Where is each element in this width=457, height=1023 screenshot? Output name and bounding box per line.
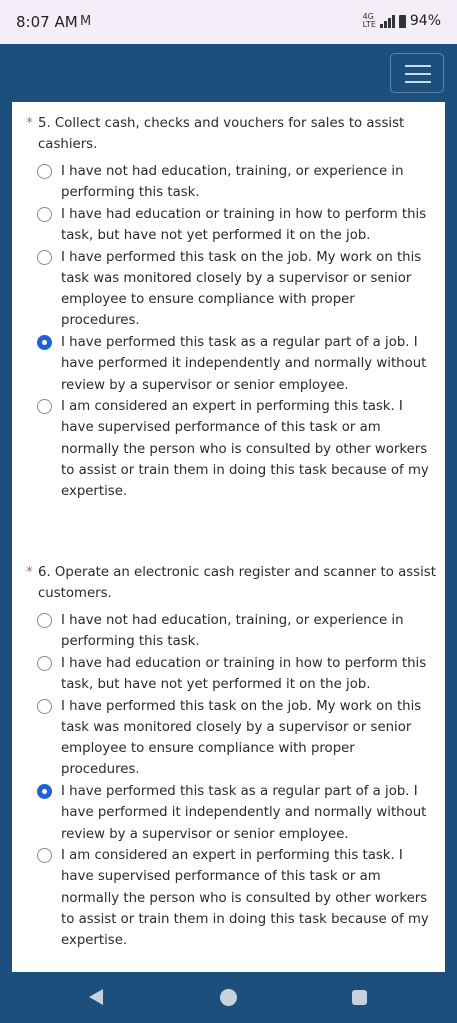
radio-button[interactable] (37, 699, 52, 714)
battery-icon (399, 15, 406, 28)
option-label: I have performed this task as a regular part of a job. I have performed it independently and normally without review by a supervisor or senior employee. (61, 335, 427, 393)
required-marker: * (26, 116, 33, 131)
recent-apps-icon[interactable] (352, 990, 367, 1005)
hamburger-menu-icon-bar (405, 73, 431, 75)
back-icon[interactable] (89, 989, 103, 1005)
radio-option[interactable] (26, 781, 436, 845)
question-6 (26, 563, 436, 952)
option-label: I have had education or training in how to perform this task, but have not yet performed it on the job. (61, 655, 427, 693)
hamburger-menu-button[interactable] (390, 53, 444, 93)
required-marker: * (26, 565, 33, 580)
option-label: I am considered an expert in performing this task. I have supervised performance of this task or am normally the person who is consulted by other workers to assist or train them in doing this task because of my expertise. (61, 848, 429, 949)
option-label: I have performed this task on the job. My work on this task was monitored closely by a supervisor or senior employee to ensure compliance with proper procedures. (61, 249, 422, 329)
radio-option[interactable] (26, 247, 436, 332)
radio-option[interactable] (26, 161, 436, 203)
option-label: I have had education or training in how to perform this task, but have not yet performed it on the job. (61, 206, 427, 244)
radio-option[interactable] (26, 204, 436, 246)
question-title-text: 6. Operate an electronic cash register and scanner to assist customers. (38, 565, 436, 601)
radio-button[interactable] (37, 656, 52, 671)
radio-option[interactable] (26, 396, 436, 502)
hamburger-menu-icon-bar (405, 81, 431, 83)
status-bar (0, 0, 457, 44)
radio-option[interactable] (26, 845, 436, 951)
question-title (26, 563, 436, 604)
gmail-icon: M (80, 14, 92, 29)
home-icon[interactable] (220, 989, 237, 1006)
option-label: I am considered an expert in performing this task. I have supervised performance of this task or am normally the person who is consulted by other workers to assist or train them in doing this task because of my expertise. (61, 399, 429, 500)
radio-button[interactable] (37, 164, 52, 179)
app-header (0, 44, 457, 102)
radio-option[interactable] (26, 332, 436, 396)
system-nav-bar (0, 972, 457, 1023)
radio-button[interactable] (37, 848, 52, 863)
option-label: I have performed this task on the job. My work on this task was monitored closely by a supervisor or senior employee to ensure compliance with proper procedures. (61, 698, 422, 778)
network-type: 4G LTE (362, 12, 376, 29)
survey-card (12, 102, 445, 972)
hamburger-menu-icon (405, 65, 431, 67)
radio-option[interactable] (26, 610, 436, 652)
radio-button[interactable] (37, 613, 52, 628)
question-5 (26, 114, 436, 503)
status-time: 8:07 AM (16, 13, 78, 31)
option-label: I have performed this task as a regular part of a job. I have performed it independently and normally without review by a supervisor or senior employee. (61, 784, 427, 842)
radio-button-selected[interactable] (37, 784, 52, 799)
options-list (26, 610, 436, 951)
radio-option[interactable] (26, 696, 436, 781)
radio-button[interactable] (37, 207, 52, 222)
option-label: I have not had education, training, or experience in performing this task. (61, 613, 404, 650)
option-label: I have not had education, training, or experience in performing this task. (61, 164, 404, 201)
signal-icon (380, 15, 395, 28)
radio-option[interactable] (26, 653, 436, 695)
question-title-text: 5. Collect cash, checks and vouchers for sales to assist cashiers. (38, 116, 405, 152)
radio-button-selected[interactable] (37, 335, 52, 350)
status-right (363, 13, 441, 29)
radio-button[interactable] (37, 399, 52, 414)
radio-button[interactable] (37, 250, 52, 265)
options-list (26, 161, 436, 502)
battery-percent: 94% (409, 13, 441, 29)
question-title (26, 114, 436, 155)
